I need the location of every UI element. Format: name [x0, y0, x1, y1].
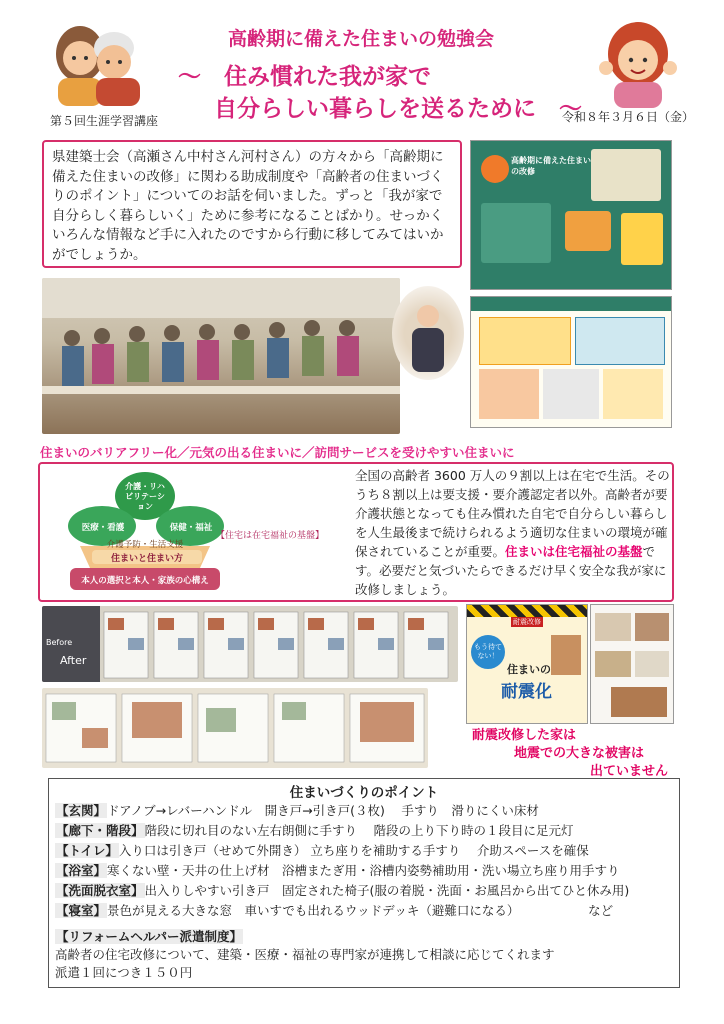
leaf-top-label: 介護・リハビリテーション	[125, 482, 165, 511]
pot-label: 住まいと住まい方	[110, 554, 183, 564]
poster-badge-text: もう待てない！	[474, 643, 502, 660]
point-row-toilet	[55, 841, 589, 859]
seismic-photo-1	[595, 613, 631, 641]
brochure-image	[470, 140, 672, 290]
base-label: 本人の選択と本人・家族の心構え	[81, 576, 209, 586]
spread-block-2	[575, 317, 665, 365]
point-text: 階段に切れ目のない左右朗側に手すり 階段の上り下り時の１段目に足元灯	[144, 823, 574, 838]
point-text: 寒くない壁・天井の仕上げ材 浴槽またぎ用・浴槽内姿勢補助用・洗い場立ち座り用手すり	[107, 863, 620, 878]
helper-title	[55, 927, 243, 945]
point-tag: 【トイレ】	[56, 843, 118, 858]
spread-block-3	[479, 369, 539, 419]
date-label: 令和８年３月６日（金）	[562, 110, 695, 124]
point-row-hallway	[55, 821, 574, 839]
brochure-figure	[591, 149, 661, 201]
soil-label: 介護予防・生活支援	[106, 540, 184, 550]
home-care-text-2: です。必要だと気づいたらできるだけ早く安全な我が家に改修しましょう。	[355, 544, 667, 597]
panel-exhibit-photo-2	[42, 688, 428, 768]
seismic-photo-3	[595, 651, 631, 677]
brochure-stripe	[621, 213, 663, 265]
brochure-tag: 高齢期に備えた住まいの改修	[511, 156, 591, 176]
seismic-photo-4	[635, 651, 669, 677]
poster-header	[467, 605, 587, 617]
title-line-3: 自分らしい暮らしを送るために ～	[214, 96, 582, 122]
brochure-badge	[481, 155, 509, 183]
poster-house	[551, 635, 581, 675]
housing-points-box	[48, 778, 680, 988]
point-text: ドアノブ→レバーハンドル 開き戸→引き戸(３枚) 手すり 滑りにくい床材	[107, 803, 539, 818]
spread-block-5	[603, 369, 663, 419]
point-tag: 【浴室】	[56, 863, 107, 878]
seminar-photo	[42, 278, 400, 434]
quake-line-2: 地震での大きな被害は	[514, 746, 645, 761]
brochure-house	[565, 211, 611, 251]
title-line-1: 高齢期に備えた住まいの勉強会	[228, 28, 495, 50]
helper-title-text: 【リフォームヘルパー派遣制度】	[56, 929, 243, 944]
spread-block-1	[479, 317, 571, 365]
home-care-highlight: 住まいは住宅福祉の基盤	[505, 544, 643, 559]
point-tag: 【廊下・階段】	[56, 823, 144, 838]
before-label: Before	[46, 638, 73, 647]
point-text: 出入りしやすい引き戸 固定された椅子(服の着脱・洗面・お風呂から出てひと休み用)	[144, 883, 630, 898]
intro-text: 県建築士会（高瀬さん中村さん河村さん）の方々から「高齢期に備えた住まいの改修」に関わる助成制度や「高齢者の住まいづくりのポイント」についてのお話を伺いました。ずっと「我が家で自分らしく暮らしいく」ために参考になることばかり。せっかくいろんな情報など手に入れたのですから行動に移してみてはいかがでしょうか。	[52, 149, 444, 263]
point-text: 入り口は引き戸（せめて外開き） 立ち座りを補助する手すり 介助スペースを確保	[118, 843, 589, 858]
spread-block-4	[543, 369, 599, 419]
intro-box	[42, 140, 462, 268]
point-row-entrance	[55, 801, 539, 819]
home-care-text	[355, 466, 670, 599]
barrier-free-banner: 住まいのバリアフリー化／元気の出る住まいに／訪問サービスを受けやすい住まいに	[40, 445, 515, 460]
seismic-photo-2	[635, 613, 669, 641]
woman-illustration	[598, 16, 678, 108]
point-tag: 【玄関】	[56, 803, 107, 818]
seismic-detail-photos	[590, 604, 674, 724]
seismic-poster	[466, 604, 588, 724]
helper-text-2: 派遣１回につき１５０円	[55, 965, 193, 980]
panel-exhibit-photo-1	[42, 606, 458, 682]
point-tag: 【寝室】	[56, 903, 107, 918]
brochure-panel	[481, 203, 551, 263]
elderly-couple-illustration	[44, 14, 144, 106]
leaf-left-label: 医療・看護	[81, 523, 125, 533]
poster-main-text: 耐震化	[501, 682, 552, 702]
point-text: 景色が見える大きな窓 車いすでも出れるウッドデッキ（避難口になる） など	[107, 903, 614, 918]
helper-text-1: 高齢者の住宅改修について、建築・医療・福祉の専門家が連携して相談に応じてくれます	[55, 947, 555, 962]
home-care-diagram	[60, 468, 350, 594]
quake-line-1: 耐震改修した家は	[472, 728, 577, 743]
poster-sign-text: 住まいの	[507, 663, 551, 676]
leaf-right-label: 保健・福祉	[169, 523, 213, 533]
lecturer-photo	[392, 286, 464, 380]
points-title: 住まいづくりのポイント	[289, 785, 439, 801]
course-label: 第５回生涯学習講座	[50, 114, 159, 128]
point-row-washroom	[55, 881, 629, 899]
home-care-text-1: 全国の高齢者 3600 万人の９割以上は在宅で生活。そのうち８割以上は要支援・要介護認定者以外。高齢者が要介護状態となっても住み慣れた自宅で自分らしい暮らしを人生最後まで続けられるよう適切な住まいの環境が確保されていることが重要。	[355, 468, 670, 559]
point-tag: 【洗面脱衣室】	[56, 883, 144, 898]
point-row-bedroom	[55, 901, 613, 919]
point-row-bathroom	[55, 861, 620, 879]
spread-header	[471, 297, 671, 311]
seismic-photo-5	[611, 687, 667, 717]
quake-line-3: 出ていません	[590, 764, 669, 779]
side-label: 【住宅は在宅福祉の基盤】	[216, 531, 325, 541]
poster-header-tag: 耐震改修	[513, 618, 541, 626]
brochure-spread-image	[470, 296, 672, 428]
title-line-2: ～ 住み慣れた我が家で	[178, 64, 431, 90]
after-label: After	[60, 654, 87, 667]
